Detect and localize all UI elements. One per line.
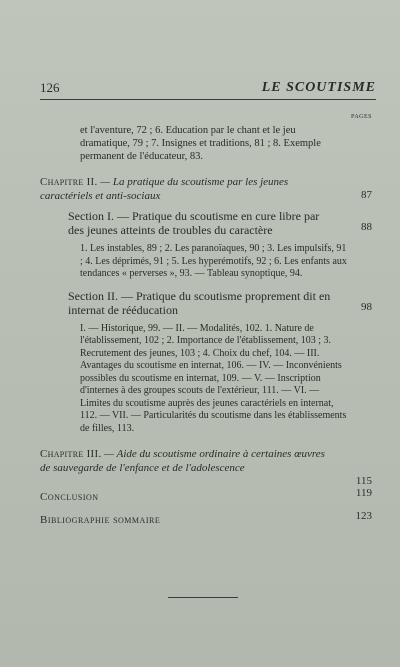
conclusion-label: Conclusion: [40, 491, 99, 503]
section-2-title: Section II. — Pratique du scoutisme proprement dit en internat de rééducation: [68, 288, 331, 317]
section-2-details: I. — Historique, 99. — II. — Modalités, 102. 1. Nature de l'établissement, 102 ; 2. Importance de l'établissement, 103 ; 3. Recrutement des jeunes, 103 ; 4. Choix du chef, 104. — III. Avantages du scoutisme en internat, 106. — IV. — Inconvénients possibles du scoutisme en internat, 109. — V. — Inscription d'internes à des groupes scouts de l'extérieur, 111. — VI. — Limites du scoutisme auprès des jeunes caractériels en internat, 112. — VII. — Particularités du scoutisme dans les établissements de filles, 113.: [80, 322, 347, 434]
conclusion-page: 119: [355, 487, 372, 499]
toc-entry-chapter-2: [40, 175, 372, 203]
bibliography-label: Bibliographie sommaire: [40, 514, 161, 526]
section-1-details: 1. Les instables, 89 ; 2. Les paranoïaques, 90 ; 3. Les impulsifs, 91 ; 4. Les déprimés, 91 ; 5. Les hyperémotifs, 92 ; 6. Les enfants aux tendances « perverses », 93. — Tableau synoptique, 94.: [80, 243, 347, 279]
section-1-page: 88: [361, 221, 372, 233]
chapter-2-title: — La pratique du scoutisme par les jeunes caractériels et anti-sociaux: [40, 176, 289, 202]
chapter-3-label: Chapitre III.: [40, 448, 102, 460]
toc-entry-section-2: [40, 289, 372, 317]
toc-entry-bibliography: [40, 510, 372, 524]
chapter-2-page: 87: [361, 189, 372, 201]
running-title: LE SCOUTISME: [261, 80, 376, 95]
page-number: 126: [40, 80, 60, 95]
toc-entry-chapter-3: [40, 447, 372, 487]
continued-subitems: et l'aventure, 72 ; 6. Education par le chant et le jeu dramatique, 79 ; 7. Insignes et traditions, 81 ; 8. Exemple permanent de l'éducateur, 83.: [80, 125, 321, 162]
toc-entry-conclusion: [40, 487, 372, 501]
chapter-3-title: — Aide du scoutisme ordinaire à certaines œuvres de sauvegarde de l'enfance et de l'adolescence: [40, 448, 325, 474]
bottom-rule: [168, 597, 238, 598]
chapter-3-page: 115: [355, 475, 372, 487]
page-header: [40, 80, 376, 98]
section-2-page: 98: [361, 300, 372, 313]
chapter-2-label: Chapitre II.: [40, 176, 98, 188]
pages-column-label: PAGES: [351, 114, 372, 120]
toc-entry-section-1: [40, 209, 372, 237]
header-rule: [40, 99, 376, 100]
table-of-contents: [40, 124, 372, 524]
section-1-title: Section I. — Pratique du scoutisme en cure libre par des jeunes atteints de troubles du caractère: [68, 209, 320, 237]
bibliography-page: 123: [355, 510, 372, 522]
